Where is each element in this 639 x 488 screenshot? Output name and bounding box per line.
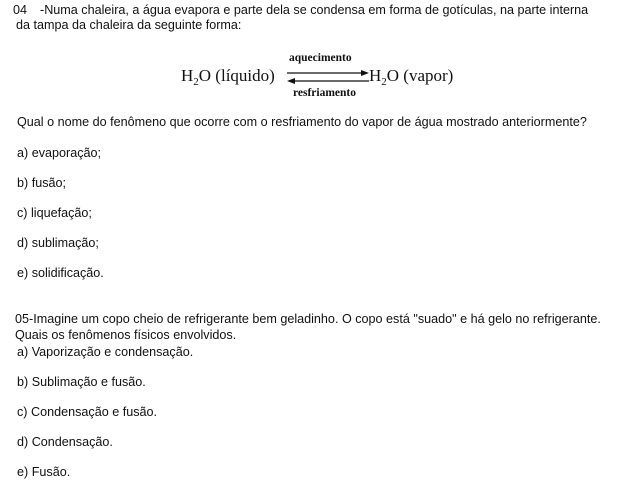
question-5-statement-line-1: 05-Imagine um copo cheio de refrigerante bem geladinho. O copo está "suado" e há gelo no refrigerante. [15,312,601,326]
equation-forward-label: aquecimento [289,52,352,64]
equation-left-term [181,66,275,88]
question-5-option-a: a) Vaporização e condensação. [17,345,194,359]
chemical-equation [181,50,481,106]
question-4-option-b: b) fusão; [17,176,67,190]
question-4-option-d: d) sublimação; [17,236,99,250]
equation-right-rest: O (vapor) [386,66,454,85]
question-4-statement-line-1: -Numa chaleira, a água evapora e parte dela se condensa em forma de gotículas, na parte interna [40,3,589,17]
equation-right-term [369,66,453,88]
equation-right-subscript: 2 [381,76,387,88]
question-4-option-a: a) evaporação; [17,146,102,160]
equilibrium-arrows-icon [287,67,369,87]
equation-reverse-label: resfriamento [293,87,357,99]
question-4-statement-line-2: da tampa da chaleira da seguinte forma: [16,18,242,32]
equation-right-base: H [369,66,382,85]
question-4-option-e: e) solidificação. [17,266,104,280]
equation-left-rest: O (líquido) [198,66,275,85]
question-4-prompt: Qual o nome do fenômeno que ocorre com o resfriamento do vapor de água mostrado anteriormente? [17,115,587,129]
question-5-option-c: c) Condensação e fusão. [17,405,158,419]
equation-left-base: H [181,66,194,85]
question-5-option-e: e) Fusão. [17,465,71,479]
question-5-statement-line-2: Quais os fenômenos físicos envolvidos. [15,328,237,342]
equation-left-subscript: 2 [193,76,199,88]
question-5-option-b: b) Sublimação e fusão. [17,375,146,389]
question-4-option-c: c) liquefação; [17,206,92,220]
question-5-option-d: d) Condensação. [17,435,113,449]
question-4-number: 04 [13,3,28,17]
